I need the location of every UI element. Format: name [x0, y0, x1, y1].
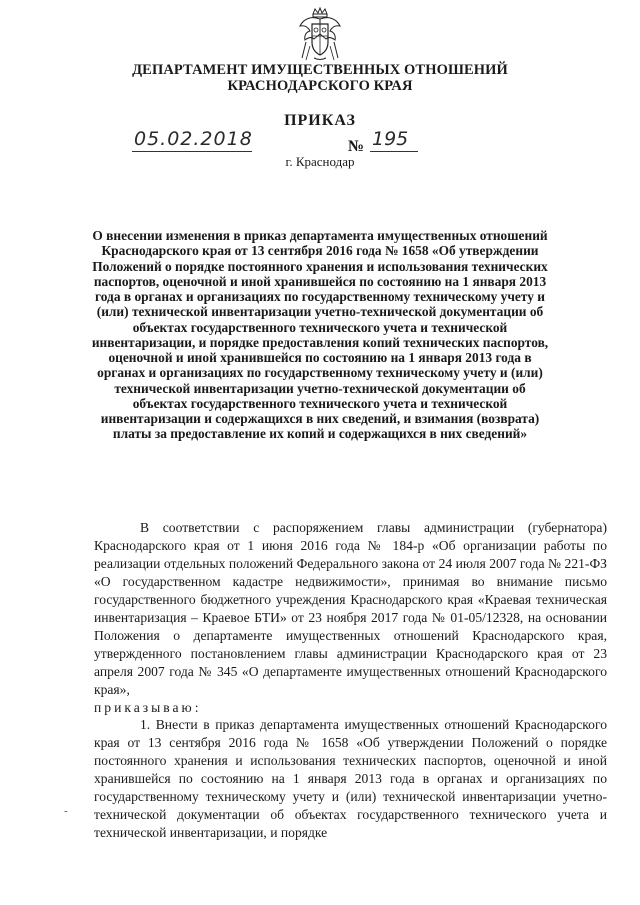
order-word: приказываю:	[94, 699, 202, 715]
order-body	[94, 519, 607, 842]
order-number-sign: №	[348, 138, 365, 155]
city-name: г. Краснодар	[285, 154, 355, 169]
number-underline	[370, 151, 418, 152]
body-paragraph-1-text: В соответствии с распоряжением главы администрации (губернатора) Краснодарского края от 1 июня 2016 года № 184-р «Об организации работы по реализации отдельных положений Федерального закона от 24 июля 2007 года № 221-ФЗ «О государственном кадастре недвижимости», принимая во внимание письмо государственного бюджетного учреждения Краснодарского края «Краевая техническая инвентаризация – Краевое БТИ» от 23 ноября 2017 года № 01-05/12328, на основании Положения о департаменте имущественных отношений Краснодарского края, утвержденного постановлением главы администрации Краснодарского края от 23 апреля 2007 года № 345 «О департаменте имущественных отношений Краснодарского края»,	[94, 520, 607, 697]
order-title: ПРИКАЗ	[284, 112, 356, 129]
order-number: 195	[372, 128, 409, 150]
department-name-line1: ДЕПАРТАМЕНТ ИМУЩЕСТВЕННЫХ ОТНОШЕНИЙ	[132, 62, 508, 78]
department-name-line2: КРАСНОДАРСКОГО КРАЯ	[227, 78, 413, 94]
order-date: 05.02.2018	[134, 128, 253, 150]
date-underline	[132, 151, 252, 152]
order-subject: О внесении изменения в приказ департамента имущественных отношений Краснодарского края от 13 сентября 2016 года № 1658 «Об утверждении Положений о порядке постоянного хранения и использования технических паспортов, оценочной и иной хранившейся по состоянию на 1 января 2013 года в органах и организациях по государственному техническому учету и (или) технической инвентаризации учетно-технической документации об объектах государственного технического учета и технической инвентаризации, и порядке предоставления копий технических паспортов, оценочной и иной хранившейся по состоянию на 1 января 2013 года в органах и организациях по государственному техническому учету и (или) технической инвентаризации учетно-технической документации об объектах государственного технического учета и технической инвентаризации и содержащихся в них сведений, и взимания (возврата) платы за предоставление их копий и содержащихся в них сведений»	[91, 228, 549, 442]
body-paragraph-1	[94, 519, 607, 716]
krasnodar-coat-of-arms-icon	[296, 6, 344, 62]
body-paragraph-2: 1. Внести в приказ департамента имущественных отношений Краснодарского края от 13 сентября 2016 года № 1658 «Об утверждении Положений о порядке постоянного хранения и использования технических паспортов, оценочной и иной хранившейся по состоянию на 1 января 2013 года в органах и организациях по государственному техническому учету и (или) технической инвентаризации учетно-технической документации об объектах государственного технического учета и технической инвентаризации, и порядке	[94, 717, 607, 841]
margin-mark: -	[64, 805, 68, 817]
